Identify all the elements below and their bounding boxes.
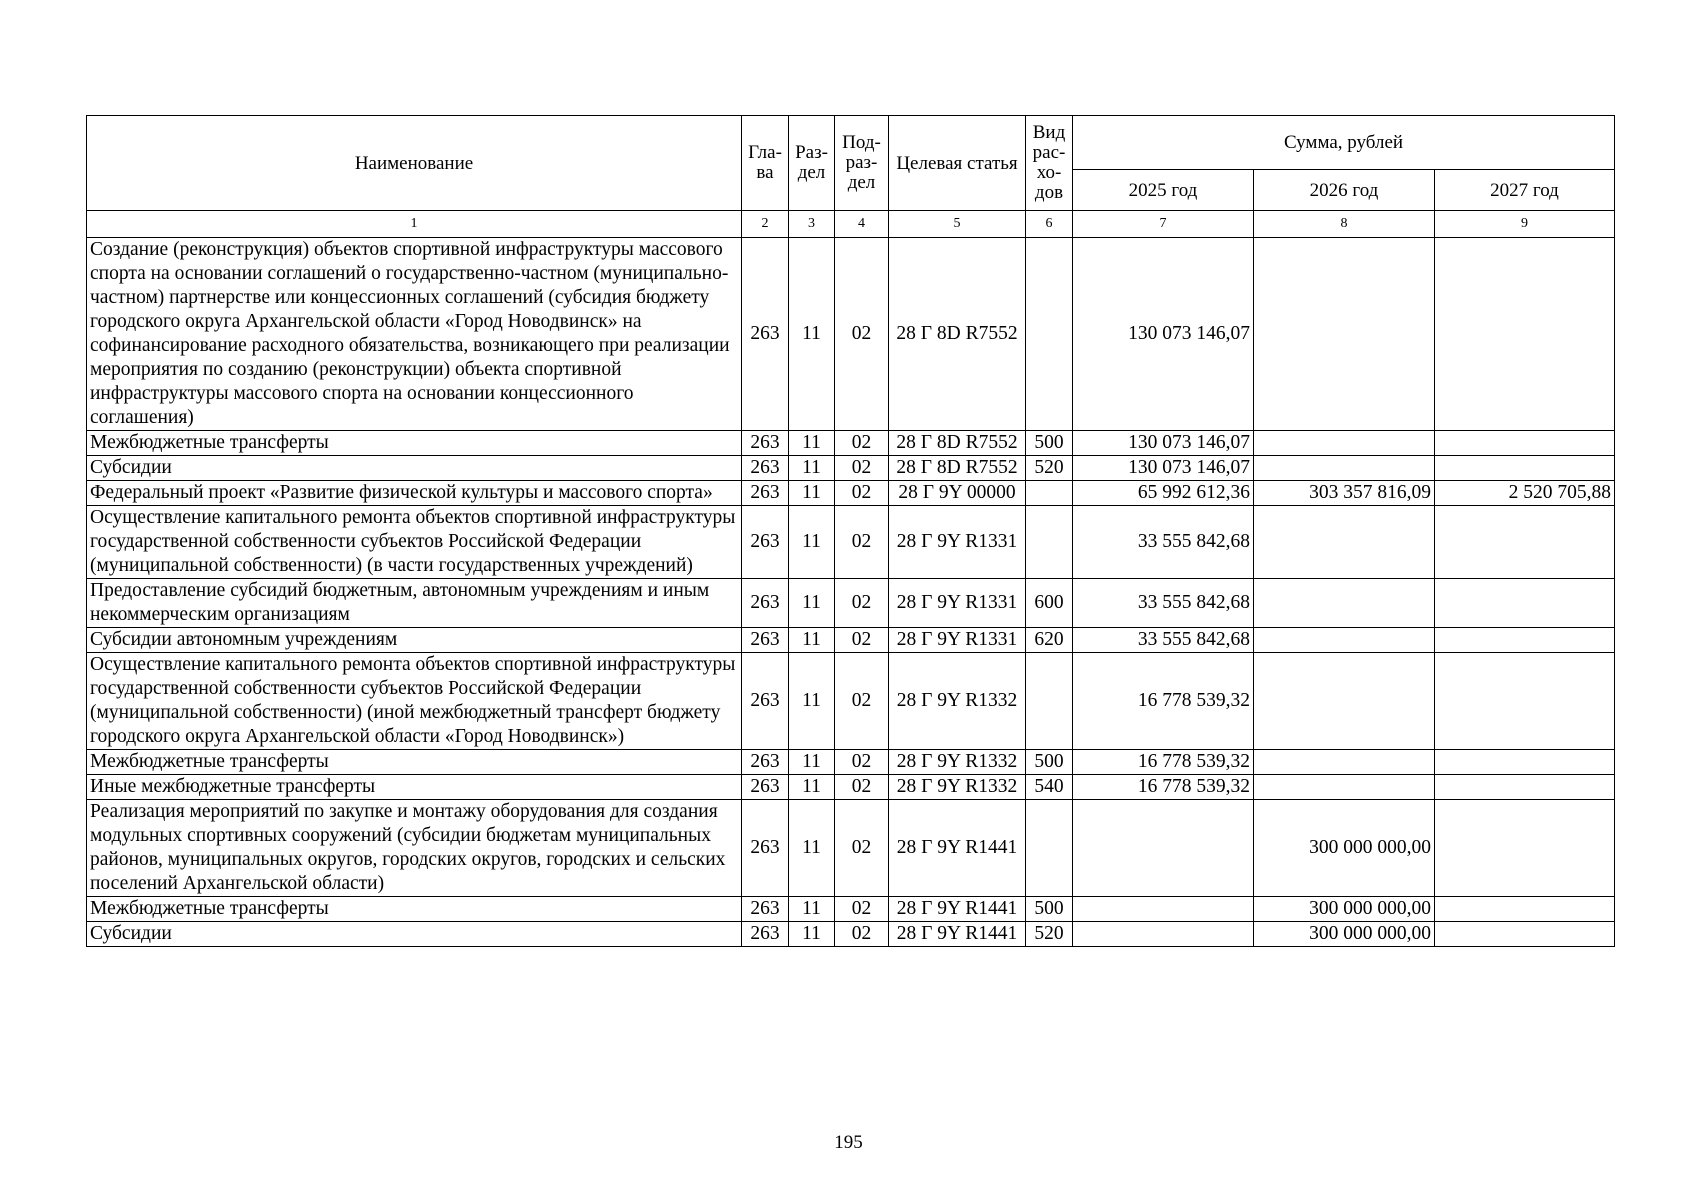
table-row — [87, 897, 1615, 922]
row-amount-2025: 33 555 842,68 — [1073, 506, 1254, 579]
row-name: Межбюджетные трансферты — [87, 750, 742, 775]
row-podrazdel: 02 — [835, 922, 889, 947]
column-number: 6 — [1026, 211, 1073, 238]
row-celevaya-statya: 28 Г 9Y R1441 — [889, 922, 1026, 947]
row-name: Субсидии — [87, 922, 742, 947]
row-name: Осуществление капитального ремонта объектов спортивной инфраструктуры государственной собственности субъектов Российской Федерации (муниципальной собственности) (иной межбюджетный трансферт бюджету городского округа Архангельской области «Город Новодвинск») — [87, 653, 742, 750]
row-celevaya-statya: 28 Г 9Y R1441 — [889, 800, 1026, 897]
row-amount-2027 — [1435, 579, 1615, 628]
table-row — [87, 922, 1615, 947]
row-razdel: 11 — [789, 456, 835, 481]
row-amount-2027 — [1435, 628, 1615, 653]
row-celevaya-statya: 28 Г 9Y R1332 — [889, 750, 1026, 775]
row-amount-2025: 16 778 539,32 — [1073, 775, 1254, 800]
row-glava: 263 — [742, 431, 789, 456]
table-row — [87, 481, 1615, 506]
row-razdel: 11 — [789, 897, 835, 922]
row-razdel: 11 — [789, 922, 835, 947]
row-podrazdel: 02 — [835, 431, 889, 456]
row-celevaya-statya: 28 Г 9Y R1441 — [889, 897, 1026, 922]
row-celevaya-statya: 28 Г 9Y R1332 — [889, 653, 1026, 750]
row-glava: 263 — [742, 579, 789, 628]
header-vid: Вид рас- хо- дов — [1026, 116, 1073, 211]
row-amount-2027: 2 520 705,88 — [1435, 481, 1615, 506]
row-name: Создание (реконструкция) объектов спортивной инфраструктуры массового спорта на основании соглашений о государственно-частном (муниципально-частном) партнерстве или концессионных соглашений (субсидия бюджету городского округа Архангельской области «Город Новодвинск» на софинансирование расходного обязательства, возникающего при реализации мероприятия по созданию (реконструкции) объекта спортивной инфраструктуры массового спорта на основании концессионного соглашения) — [87, 238, 742, 431]
row-glava: 263 — [742, 800, 789, 897]
row-podrazdel: 02 — [835, 750, 889, 775]
row-name: Субсидии — [87, 456, 742, 481]
row-name: Федеральный проект «Развитие физической культуры и массового спорта» — [87, 481, 742, 506]
row-amount-2026: 300 000 000,00 — [1254, 897, 1435, 922]
table-row — [87, 238, 1615, 431]
row-glava: 263 — [742, 653, 789, 750]
row-amount-2027 — [1435, 506, 1615, 579]
row-vid-raskhodov: 520 — [1026, 922, 1073, 947]
row-razdel: 11 — [789, 579, 835, 628]
column-number: 5 — [889, 211, 1026, 238]
row-podrazdel: 02 — [835, 653, 889, 750]
table-row — [87, 800, 1615, 897]
table-row — [87, 579, 1615, 628]
row-amount-2025: 33 555 842,68 — [1073, 579, 1254, 628]
row-name: Предоставление субсидий бюджетным, автономным учреждениям и иным некоммерческим организациям — [87, 579, 742, 628]
row-vid-raskhodov: 520 — [1026, 456, 1073, 481]
column-number: 3 — [789, 211, 835, 238]
row-amount-2025: 130 073 146,07 — [1073, 238, 1254, 431]
row-name: Реализация мероприятий по закупке и монтажу оборудования для создания модульных спортивных сооружений (субсидии бюджетам муниципальных районов, муниципальных округов, городских округов, городских и сельских поселений Архангельской области) — [87, 800, 742, 897]
row-amount-2025: 16 778 539,32 — [1073, 653, 1254, 750]
budget-table — [86, 115, 1615, 947]
row-amount-2027 — [1435, 750, 1615, 775]
row-celevaya-statya: 28 Г 9Y 00000 — [889, 481, 1026, 506]
table-row — [87, 506, 1615, 579]
row-amount-2027 — [1435, 775, 1615, 800]
row-amount-2026 — [1254, 238, 1435, 431]
row-glava: 263 — [742, 481, 789, 506]
header-2026: 2026 год — [1254, 170, 1435, 211]
row-razdel: 11 — [789, 775, 835, 800]
row-name: Субсидии автономным учреждениям — [87, 628, 742, 653]
row-amount-2027 — [1435, 653, 1615, 750]
row-vid-raskhodov: 600 — [1026, 579, 1073, 628]
table-row — [87, 653, 1615, 750]
row-razdel: 11 — [789, 800, 835, 897]
column-number: 4 — [835, 211, 889, 238]
row-amount-2025 — [1073, 922, 1254, 947]
column-number: 8 — [1254, 211, 1435, 238]
row-podrazdel: 02 — [835, 775, 889, 800]
row-amount-2026: 300 000 000,00 — [1254, 922, 1435, 947]
table-row — [87, 750, 1615, 775]
row-celevaya-statya: 28 Г 9Y R1331 — [889, 579, 1026, 628]
row-razdel: 11 — [789, 481, 835, 506]
row-amount-2026 — [1254, 775, 1435, 800]
column-number: 9 — [1435, 211, 1615, 238]
row-vid-raskhodov: 500 — [1026, 897, 1073, 922]
row-amount-2026 — [1254, 431, 1435, 456]
row-amount-2026 — [1254, 506, 1435, 579]
row-amount-2027 — [1435, 456, 1615, 481]
row-glava: 263 — [742, 456, 789, 481]
row-razdel: 11 — [789, 628, 835, 653]
row-razdel: 11 — [789, 653, 835, 750]
row-podrazdel: 02 — [835, 579, 889, 628]
row-podrazdel: 02 — [835, 800, 889, 897]
row-amount-2025: 33 555 842,68 — [1073, 628, 1254, 653]
row-amount-2026 — [1254, 628, 1435, 653]
page-number: 195 — [834, 1132, 863, 1153]
row-vid-raskhodov: 500 — [1026, 750, 1073, 775]
row-celevaya-statya: 28 Г 8D R7552 — [889, 431, 1026, 456]
table-row — [87, 431, 1615, 456]
row-amount-2025 — [1073, 897, 1254, 922]
row-vid-raskhodov: 620 — [1026, 628, 1073, 653]
row-amount-2027 — [1435, 897, 1615, 922]
header-name: Наименование — [87, 116, 742, 211]
row-vid-raskhodov: 540 — [1026, 775, 1073, 800]
row-amount-2025 — [1073, 800, 1254, 897]
row-glava: 263 — [742, 775, 789, 800]
row-podrazdel: 02 — [835, 481, 889, 506]
row-vid-raskhodov — [1026, 800, 1073, 897]
row-celevaya-statya: 28 Г 8D R7552 — [889, 456, 1026, 481]
header-summa: Сумма, рублей — [1073, 116, 1615, 170]
row-glava: 263 — [742, 897, 789, 922]
row-amount-2025: 130 073 146,07 — [1073, 431, 1254, 456]
row-glava: 263 — [742, 238, 789, 431]
row-amount-2025: 16 778 539,32 — [1073, 750, 1254, 775]
table-row — [87, 456, 1615, 481]
row-podrazdel: 02 — [835, 897, 889, 922]
header-celevaya: Целевая статья — [889, 116, 1026, 211]
row-amount-2026: 300 000 000,00 — [1254, 800, 1435, 897]
row-amount-2027 — [1435, 800, 1615, 897]
column-number-row — [87, 211, 1615, 238]
row-amount-2027 — [1435, 431, 1615, 456]
row-amount-2026: 303 357 816,09 — [1254, 481, 1435, 506]
row-amount-2027 — [1435, 922, 1615, 947]
column-number: 1 — [87, 211, 742, 238]
row-vid-raskhodov — [1026, 653, 1073, 750]
row-vid-raskhodov: 500 — [1026, 431, 1073, 456]
column-number: 2 — [742, 211, 789, 238]
row-glava: 263 — [742, 922, 789, 947]
row-celevaya-statya: 28 Г 9Y R1331 — [889, 628, 1026, 653]
row-celevaya-statya: 28 Г 9Y R1332 — [889, 775, 1026, 800]
row-glava: 263 — [742, 506, 789, 579]
row-glava: 263 — [742, 628, 789, 653]
row-name: Иные межбюджетные трансферты — [87, 775, 742, 800]
row-podrazdel: 02 — [835, 628, 889, 653]
row-podrazdel: 02 — [835, 456, 889, 481]
header-razdel: Раз- дел — [789, 116, 835, 211]
row-amount-2027 — [1435, 238, 1615, 431]
row-celevaya-statya: 28 Г 9Y R1331 — [889, 506, 1026, 579]
row-name: Осуществление капитального ремонта объектов спортивной инфраструктуры государственной собственности субъектов Российской Федерации (муниципальной собственности) (в части государственных учреждений) — [87, 506, 742, 579]
row-amount-2026 — [1254, 750, 1435, 775]
table-row — [87, 628, 1615, 653]
row-vid-raskhodov — [1026, 506, 1073, 579]
row-celevaya-statya: 28 Г 8D R7552 — [889, 238, 1026, 431]
row-name: Межбюджетные трансферты — [87, 897, 742, 922]
header-podrazdel: Под- раз- дел — [835, 116, 889, 211]
row-amount-2025: 130 073 146,07 — [1073, 456, 1254, 481]
row-vid-raskhodov — [1026, 481, 1073, 506]
row-amount-2025: 65 992 612,36 — [1073, 481, 1254, 506]
row-glava: 263 — [742, 750, 789, 775]
row-name: Межбюджетные трансферты — [87, 431, 742, 456]
header-glava: Гла- ва — [742, 116, 789, 211]
row-razdel: 11 — [789, 750, 835, 775]
table-body — [87, 238, 1615, 947]
row-razdel: 11 — [789, 238, 835, 431]
row-podrazdel: 02 — [835, 238, 889, 431]
header-2025: 2025 год — [1073, 170, 1254, 211]
column-number: 7 — [1073, 211, 1254, 238]
row-amount-2026 — [1254, 653, 1435, 750]
header-2027: 2027 год — [1435, 170, 1615, 211]
row-vid-raskhodov — [1026, 238, 1073, 431]
row-razdel: 11 — [789, 506, 835, 579]
row-amount-2026 — [1254, 579, 1435, 628]
row-amount-2026 — [1254, 456, 1435, 481]
row-podrazdel: 02 — [835, 506, 889, 579]
row-razdel: 11 — [789, 431, 835, 456]
table-row — [87, 775, 1615, 800]
